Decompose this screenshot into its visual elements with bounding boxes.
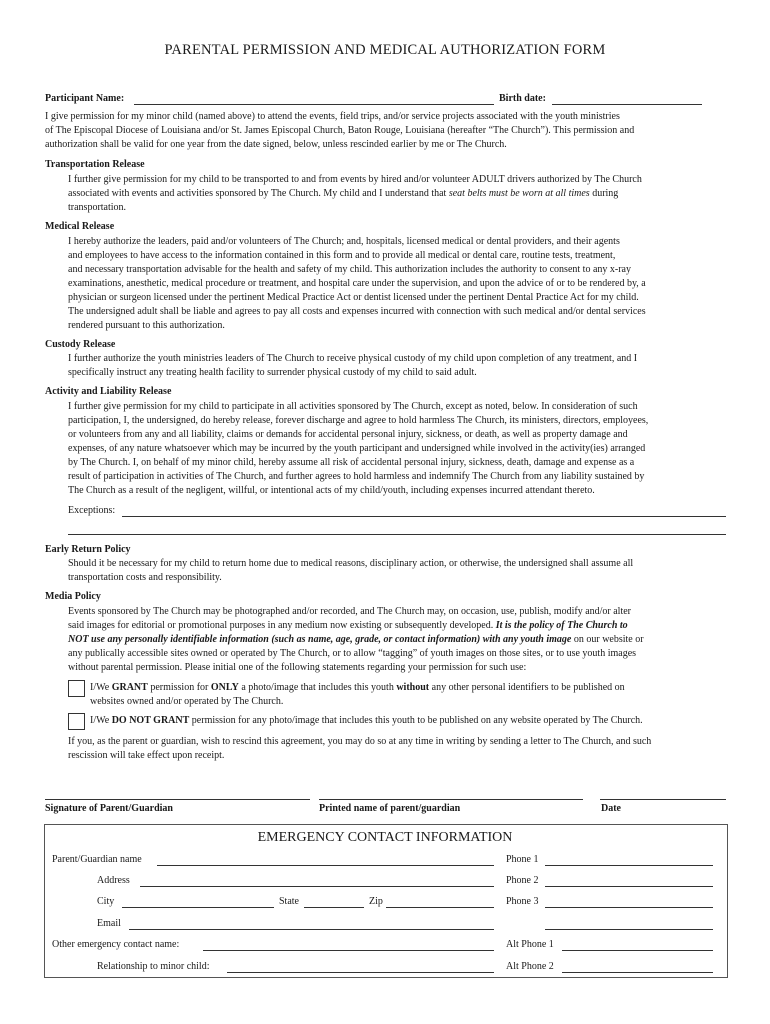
phone1-label: Phone 1	[506, 854, 539, 865]
signature-field[interactable]	[45, 799, 310, 800]
activity-line: by The Church. I, on behalf of my minor child, hereby assume all risk of accidental personal injury, sickness, death, damage and expense as a	[68, 457, 635, 468]
transport-line: transportation.	[68, 202, 127, 213]
activity-line: or volunteers from any and all liability, claims or demands for accidental personal injury, sickness, or death, as well as property damage and	[68, 429, 628, 440]
birth-date-field[interactable]	[552, 104, 702, 105]
media-line: Events sponsored by The Church may be photographed and/or recorded, and The Church may, on occasion, use, publish, modify and/or alter	[68, 606, 632, 617]
alt-phone1-label: Alt Phone 1	[506, 939, 554, 950]
state-field[interactable]	[304, 907, 364, 908]
medical-heading: Medical Release	[45, 221, 115, 232]
custody-line: specifically instruct any treating health facility to surrender physical custody of my child to said adult.	[68, 367, 477, 378]
media-line: without parental permission. Please initial one of the following statements regarding your permission for such use:	[68, 662, 527, 673]
deny-statement: I/We DO NOT GRANT permission for any photo/image that includes this youth to be published on any website operated by The Church.	[90, 715, 643, 726]
early-return-heading: Early Return Policy	[45, 544, 131, 555]
emergency-contact-box	[44, 824, 728, 978]
medical-line: rendered pursuant to this authorization.	[68, 320, 225, 331]
intro-paragraph	[45, 110, 735, 152]
medical-line: and employees to have access to the information contained in this form and to provide all medical or dental care, routine tests, treatment,	[68, 250, 616, 261]
parent-name-field[interactable]	[157, 865, 494, 866]
media-heading: Media Policy	[45, 591, 101, 602]
email-field[interactable]	[129, 929, 494, 930]
email-label: Email	[97, 918, 121, 929]
media-policy-emphasis: It is the policy of The Church to	[495, 620, 628, 631]
parent-name-label: Parent/Guardian name	[52, 854, 142, 865]
activity-heading: Activity and Liability Release	[45, 386, 172, 397]
activity-line: I further give permission for my child to participate in all activities sponsored by The Church, except as noted, below. In consideration of such	[68, 401, 638, 412]
rescind-line: If you, as the parent or guardian, wish to rescind this agreement, you may do so at any time in writing by sending a letter to The Church, and such	[68, 736, 652, 747]
date-field[interactable]	[600, 799, 726, 800]
phone3-label: Phone 3	[506, 896, 539, 907]
address-field[interactable]	[140, 886, 494, 887]
activity-line: expenses, of any nature whatsoever which may be incurred by the youth participant and undersigned while involved in the activity(ies) arranged	[68, 443, 646, 454]
city-label: City	[97, 896, 115, 907]
city-field[interactable]	[122, 907, 274, 908]
phone2-field[interactable]	[545, 886, 713, 887]
zip-field[interactable]	[386, 907, 494, 908]
activity-line: The Church as a result of the negligent, willful, or intentional acts of my child/youth, including expenses incurred attendant thereto.	[68, 485, 595, 496]
medical-line: physician or surgeon licensed under the pertinent Medical Practice Act or dentist licensed under the pertinent Dental Practice Act for my child.	[68, 292, 639, 303]
state-label: State	[279, 896, 299, 907]
exceptions-field-1[interactable]	[122, 516, 726, 517]
early-return-paragraph	[68, 557, 726, 585]
rescind-line: rescission will take effect upon receipt.	[68, 750, 225, 761]
media-line: said images for editorial or promotional purposes in any medium now existing or subsequently developed. It is the policy of The Church to	[68, 620, 628, 631]
participant-name-label: Participant Name:	[45, 93, 125, 104]
printed-name-field[interactable]	[319, 799, 583, 800]
date-label: Date	[601, 803, 621, 814]
other-contact-label: Other emergency contact name:	[52, 939, 180, 950]
intro-line: I give permission for my minor child (named above) to attend the events, field trips, and/or service projects associated with the youth ministries	[45, 111, 620, 122]
form-title: PARENTAL PERMISSION AND MEDICAL AUTHORIZATION FORM	[164, 42, 606, 58]
exceptions-label: Exceptions:	[68, 505, 116, 516]
activity-line: participation, I, the undersigned, do hereby release, forever discharge and agree to hold harmless The Church, its ministers, directors, employees,	[68, 415, 649, 426]
address-label: Address	[97, 875, 130, 886]
transport-line: I further give permission for my child to be transported to and from events by hired and/or volunteer ADULT drivers authorized by The Church	[68, 174, 642, 185]
grant-initial-box[interactable]	[68, 680, 85, 697]
activity-line: result of participation in activities of The Church, and further agrees to hold harmless and indemnify The Church from any liability sustained by	[68, 471, 645, 482]
intro-line: of The Episcopal Diocese of Louisiana and/or St. James Episcopal Church, Baton Rouge, Louisiana (hereafter “The Church”). This permission and	[45, 125, 635, 136]
phone3-field[interactable]	[545, 907, 713, 908]
relationship-label: Relationship to minor child:	[97, 961, 210, 972]
media-line: any publically accessible sites owned or operated by The Church, or to allow “tagging” of youth images on those sites, or to use youth images	[68, 648, 637, 659]
grant-statement: I/We GRANT permission for ONLY a photo/image that includes this youth without any other personal identifiers to be published on websites owned and/or operated by The Church.	[90, 682, 625, 707]
relationship-field[interactable]	[227, 972, 494, 973]
media-line: NOT use any personally identifiable information (such as name, age, grade, or contact information) with any youth image on our website or	[68, 634, 644, 645]
alt-phone2-label: Alt Phone 2	[506, 961, 554, 972]
seatbelt-emphasis: seat belts must be worn at all times	[448, 188, 590, 199]
medical-line: and necessary transportation advisable for the health and safety of my child. This authorization includes the authority to consent to any x-ray	[68, 264, 631, 275]
medical-line: examinations, anesthetic, medical procedure or treatment, and hospital care under the supervision, and upon the advice of or to be rendered by, a	[68, 278, 646, 289]
custody-line: I further authorize the youth ministries leaders of The Church to receive physical custody of my child upon completion of any treatment, and I	[68, 353, 638, 364]
other-contact-field[interactable]	[203, 950, 494, 951]
printed-name-label: Printed name of parent/guardian	[319, 803, 461, 814]
alt-phone1-field[interactable]	[562, 950, 713, 951]
early-return-line: transportation costs and responsibility.	[68, 572, 222, 583]
custody-heading: Custody Release	[45, 339, 116, 350]
emergency-title: EMERGENCY CONTACT INFORMATION	[257, 830, 513, 845]
transport-paragraph	[68, 173, 726, 215]
medical-line: The undersigned adult shall be liable and agrees to pay all costs and expenses incurred with connection with such medical and/or dental services	[68, 306, 646, 317]
zip-label: Zip	[369, 896, 383, 907]
intro-line: authorization shall be valid for one year from the date signed, below, unless rescinded earlier by me or The Church.	[45, 139, 507, 150]
transport-heading: Transportation Release	[45, 159, 145, 170]
phone2-label: Phone 2	[506, 875, 539, 886]
media-paragraph	[68, 605, 726, 675]
birth-date-label: Birth date:	[499, 93, 546, 104]
signature-label: Signature of Parent/Guardian	[45, 803, 173, 814]
exceptions-field-2[interactable]	[68, 534, 726, 535]
early-return-line: Should it be necessary for my child to return home due to medical reasons, disciplinary action, or otherwise, the undersigned shall assume all	[68, 558, 634, 569]
activity-paragraph	[68, 400, 726, 498]
rescind-paragraph	[68, 735, 726, 763]
phone1-field[interactable]	[545, 865, 713, 866]
participant-name-field[interactable]	[134, 104, 494, 105]
alt-phone2-field[interactable]	[562, 972, 713, 973]
media-policy-emphasis: NOT use any personally identifiable information (such as name, age, grade, or contact information) with any youth image	[68, 634, 572, 645]
extra-phone-field[interactable]	[545, 929, 713, 930]
transport-line: associated with events and activities sponsored by The Church. My child and I understand that seat belts must be worn at all times during	[68, 188, 619, 199]
custody-paragraph	[68, 352, 726, 380]
medical-line: I hereby authorize the leaders, paid and/or volunteers of The Church; and, hospitals, licensed medical or dental providers, and their agents	[68, 236, 620, 247]
medical-paragraph	[68, 235, 726, 333]
deny-initial-box[interactable]	[68, 713, 85, 730]
